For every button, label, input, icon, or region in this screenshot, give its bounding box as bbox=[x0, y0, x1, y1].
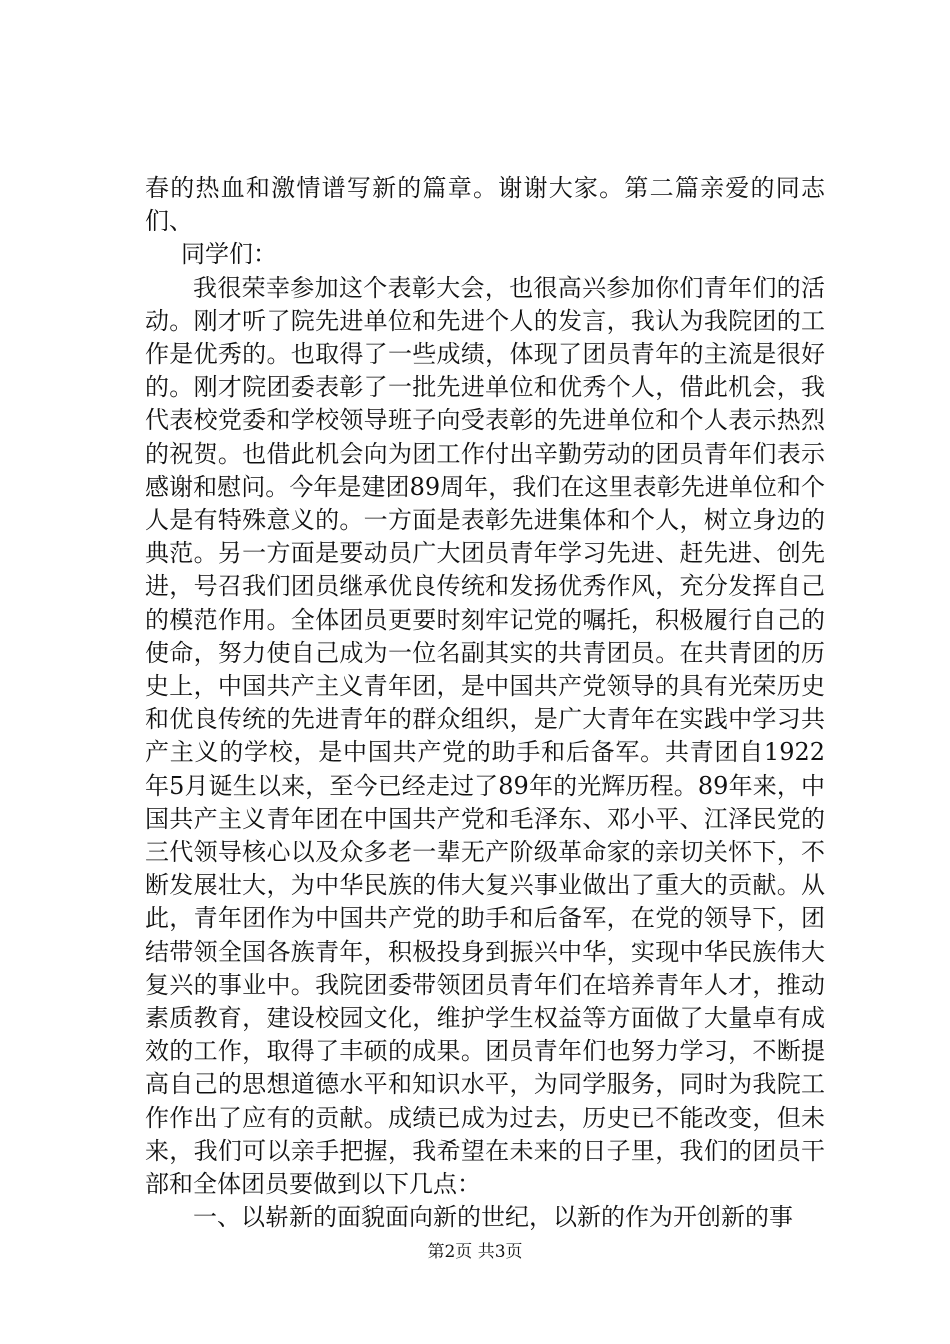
paragraph-salutation: 同学们： bbox=[181, 240, 277, 269]
document-body bbox=[145, 172, 825, 1235]
paragraph-continuation: 春的热血和激情谱写新的篇章。谢谢大家。第二篇亲爱的同志们、 bbox=[145, 174, 825, 236]
page-footer: 第2页 共3页 bbox=[427, 1242, 523, 1262]
paragraph-point-one: 一、以崭新的面貌面向新的世纪，以新的作为开创新的事 bbox=[193, 1203, 793, 1232]
paragraph-main-speech: 我很荣幸参加这个表彰大会，也很高兴参加你们青年们的活动。刚才听了院先进单位和先进个人的发言，我认为我院团的工作是优秀的。也取得了一些成绩，体现了团员青年的主流是很好的。刚才院团委表彰了一批先进单位和优秀个人，借此机会，我代表校党委和学校领导班子向受表彰的先进单位和个人表示热烈的祝贺。也借此机会向为团工作付出辛勤劳动的团员青年们表示感谢和慰问。今年是建团89周年，我们在这里表彰先进单位和个人是有特殊意义的。一方面是表彰先进集体和个人，树立身边的典范。另一方面是要动员广大团员青年学习先进、赶先进、创先进，号召我们团员继承优良传统和发扬优秀作风，充分发挥自己的模范作用。全体团员更要时刻牢记党的嘱托，积极履行自己的使命，努力使自己成为一位名副其实的共青团员。在共青团的历史上，中国共产主义青年团，是中国共产党领导的具有光荣历史和优良传统的先进青年的群众组织，是广大青年在实践中学习共产主义的学校，是中国共产党的助手和后备军。共青团自1922年5月诞生以来，至今已经走过了89年的光辉历程。89年来，中国共产主义青年团在中国共产党和毛泽东、邓小平、江泽民党的三代领导核心以及众多老一辈无产阶级革命家的亲切关怀下，不断发展壮大，为中华民族的伟大复兴事业做出了重大的贡献。从此，青年团作为中国共产党的助手和后备军，在党的领导下，团结带领全国各族青年，积极投身到振兴中华，实现中华民族伟大复兴的事业中。我院团委带领团员青年们在培养青年人才，推动素质教育，建设校园文化，维护学生权益等方面做了大量卓有成效的工作，取得了丰硕的成果。团员青年们也努力学习，不断提高自己的思想道德水平和知识水平，为同学服务，同时为我院工作作出了应有的贡献。成绩已成为过去，历史已不能改变，但未来，我们可以亲手把握，我希望在未来的日子里，我们的团员干部和全体团员要做到以下几点： bbox=[145, 273, 825, 1199]
